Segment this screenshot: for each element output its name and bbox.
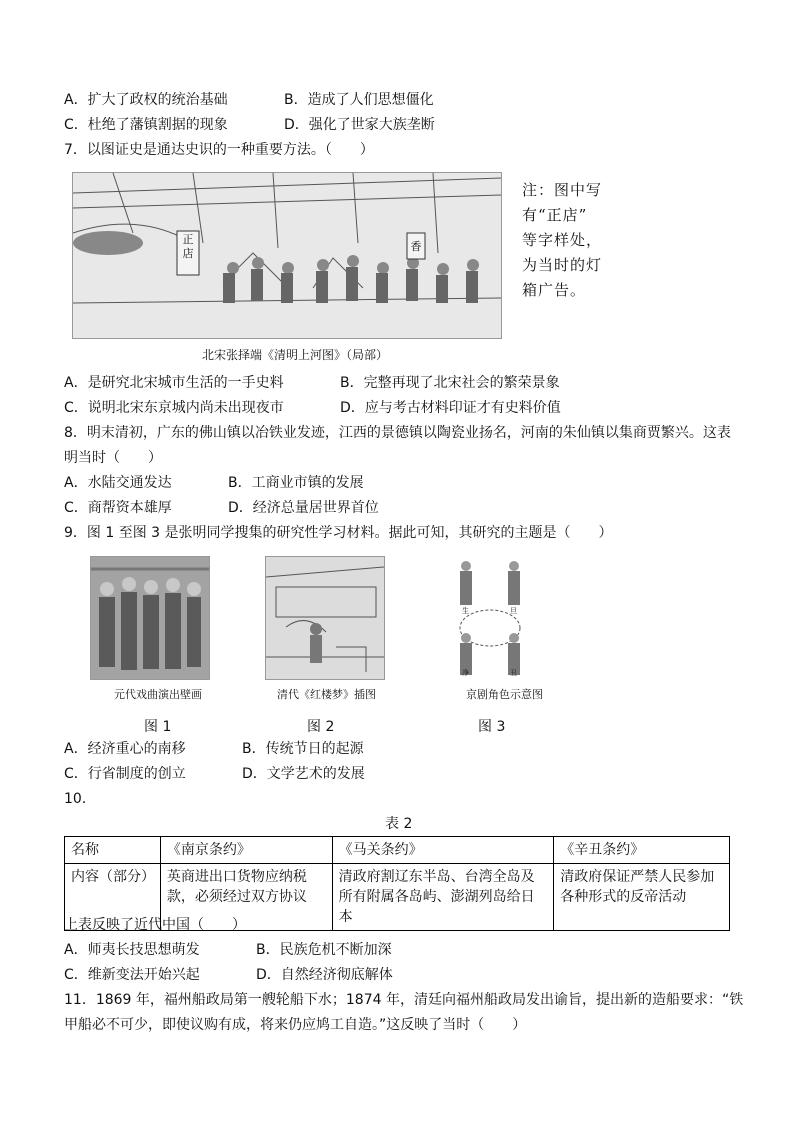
qingming-painting-image xyxy=(72,172,502,339)
q10-stem: 上表反映了近代中国（ ） xyxy=(64,917,246,933)
fig1-caption: 元代戏曲演出壁画 xyxy=(114,688,202,701)
q7-option-b: B．完整再现了北宋社会的繁荣景象 xyxy=(340,375,560,391)
peking-opera-roles-image xyxy=(440,556,540,678)
cell-nanjing: 英商进出口货物应纳税款，必须经过双方协议 xyxy=(160,864,332,931)
yuan-drama-mural-image xyxy=(90,556,210,680)
q6-option-b: B．造成了人们思想僵化 xyxy=(284,92,434,108)
cell-maguan: 清政府割辽东半岛、台湾全岛及所有附属各岛屿、澎湖列岛给日本 xyxy=(332,864,554,931)
fig1-label: 图 1 xyxy=(144,719,172,735)
q8-stem-line2: 明当时（ ） xyxy=(64,450,162,466)
illustration-sketch xyxy=(266,557,384,679)
q8-option-a: A．水陆交通发达 xyxy=(64,475,172,491)
role-sheng: 生 xyxy=(462,607,469,615)
qingming-painting-sketch xyxy=(73,173,501,338)
q8-option-c: C．商帮资本雄厚 xyxy=(64,500,172,516)
q10-option-c: C．维新变法开始兴起 xyxy=(64,967,200,983)
fig3-label: 图 3 xyxy=(478,719,506,735)
row-label: 内容（部分） xyxy=(65,864,161,931)
q6-option-c: C．杜绝了藩镇割据的现象 xyxy=(64,117,228,133)
fig3-caption: 京剧角色示意图 xyxy=(466,688,543,701)
q10-option-d: D．自然经济彻底解体 xyxy=(256,967,393,983)
role-dan: 旦 xyxy=(510,607,517,615)
q9-stem: 9．图 1 至图 3 是张明同学搜集的研究性学习材料。据此可知，其研究的主题是（ ） xyxy=(64,525,613,541)
q11-stem-line2: 甲船必不可少，即使议购有成，将来仍应鸠工自造。”这反映了当时（ ） xyxy=(64,1017,527,1033)
q9-option-b: B．传统节日的起源 xyxy=(242,741,364,757)
q7-figure-note: 注：图中写 有“正店” 等字样处， 为当时的灯 箱广告。 xyxy=(522,181,603,299)
role-jing: 净 xyxy=(462,669,469,677)
role-chou: 丑 xyxy=(510,669,517,677)
q8-option-d: D．经济总量居世界首位 xyxy=(228,500,379,516)
q10-number: 10． xyxy=(64,791,96,807)
q11-stem-line1: 11．1869 年，福州船政局第一艘轮船下水；1874 年，清廷向福州船政局发出谕旨，提出新的造船要求：“铁 xyxy=(64,992,744,1008)
mural-sketch xyxy=(91,557,209,679)
fig2-caption: 清代《红楼梦》插图 xyxy=(277,688,376,701)
q9-option-a: A．经济重心的南移 xyxy=(64,741,186,757)
table-title: 表 2 xyxy=(385,816,413,832)
q8-stem-line1: 8．明末清初，广东的佛山镇以冶铁业发迹，江西的景德镇以陶瓷业扬名，河南的朱仙镇以集商贾繁兴。这表 xyxy=(64,425,731,441)
zhengdian-sign-label: 正店 xyxy=(182,233,194,260)
q6-option-d: D．强化了世家大族垄断 xyxy=(284,117,435,133)
opera-roles-sketch xyxy=(440,556,540,678)
table-header-row xyxy=(65,837,730,864)
honglou-illustration-image xyxy=(265,556,385,680)
q7-figure-caption: 北宋张择端《清明上河图》（局部） xyxy=(202,348,389,362)
q9-option-c: C．行省制度的创立 xyxy=(64,766,186,782)
cell-xinchou: 清政府保证严禁人民参加各种形式的反帝活动 xyxy=(554,864,730,931)
q9-option-d: D．文学艺术的发展 xyxy=(242,766,365,782)
fig2-label: 图 2 xyxy=(307,719,335,735)
header-nanjing: 《南京条约》 xyxy=(160,837,332,864)
q7-stem: 7．以图证史是通达史识的一种重要方法。（ ） xyxy=(64,142,374,158)
q10-option-a: A．师夷长技思想萌发 xyxy=(64,942,200,958)
q7-option-d: D．应与考古材料印证才有史料价值 xyxy=(340,400,561,416)
q8-option-b: B．工商业市镇的发展 xyxy=(228,475,364,491)
q10-option-b: B．民族危机不断加深 xyxy=(256,942,392,958)
q6-option-a: A．扩大了政权的统治基础 xyxy=(64,92,228,108)
xiang-sign-label: 香 xyxy=(410,240,422,253)
header-maguan: 《马关条约》 xyxy=(332,837,554,864)
header-xinchou: 《辛丑条约》 xyxy=(554,837,730,864)
q7-option-a: A．是研究北宋城市生活的一手史料 xyxy=(64,375,284,391)
header-name: 名称 xyxy=(65,837,161,864)
q7-option-c: C．说明北宋东京城内尚未出现夜市 xyxy=(64,400,284,416)
